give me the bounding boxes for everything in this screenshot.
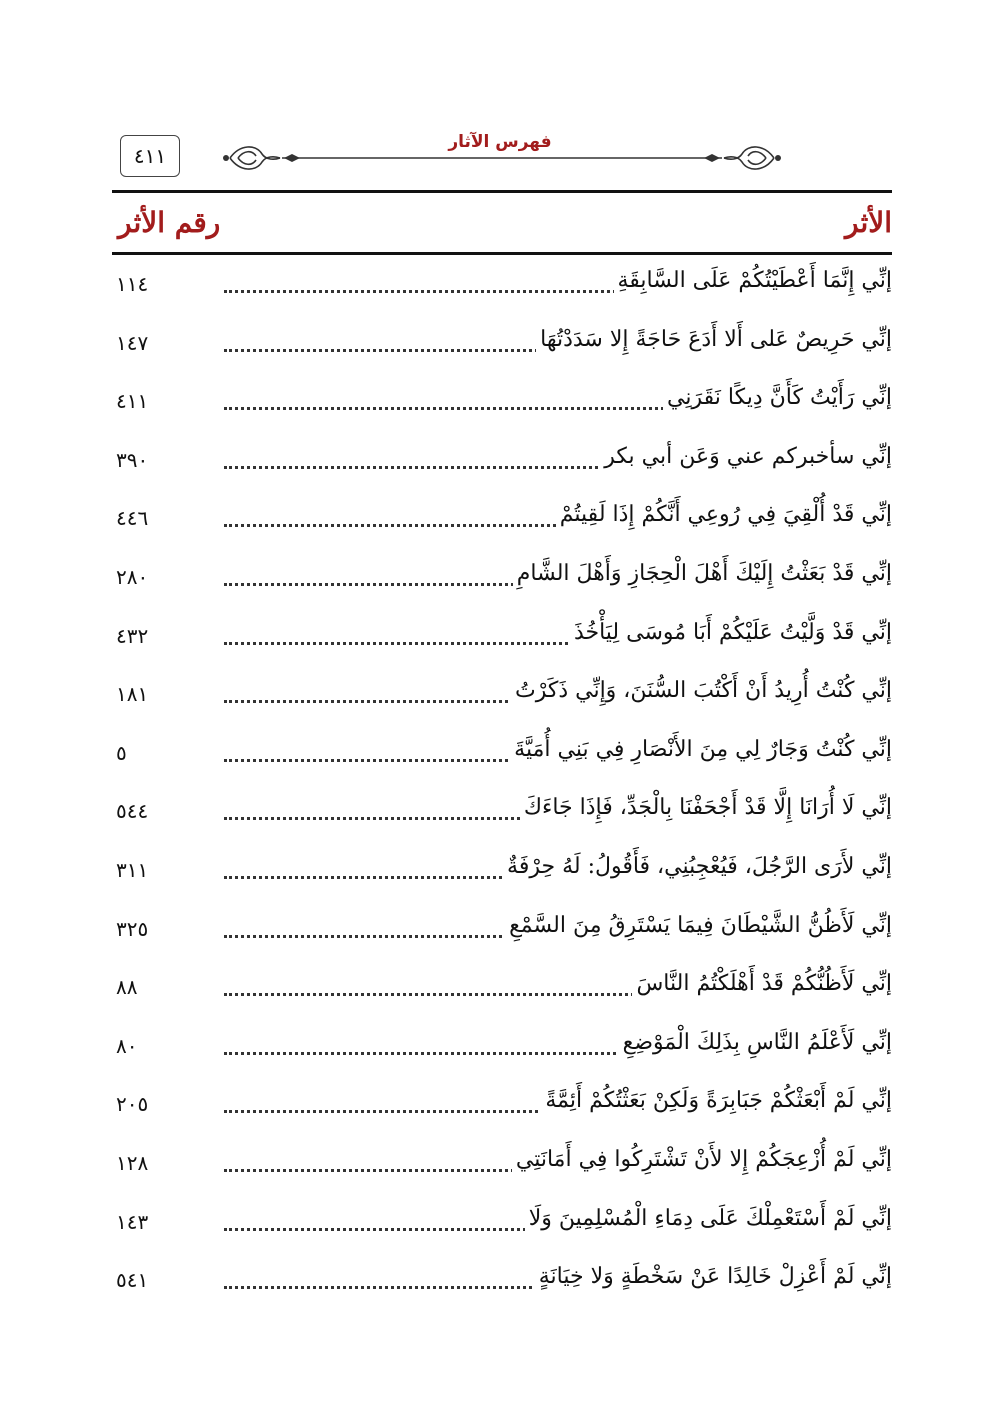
column-header-number: رقم الأثر bbox=[118, 206, 221, 239]
list-item bbox=[112, 555, 892, 614]
entry-number: ١١٤ bbox=[116, 272, 149, 296]
page-number: ٤١١ bbox=[120, 135, 180, 177]
running-title: فهرس الآثار bbox=[448, 132, 552, 152]
entry-text: إنِّي لَمْ أَعْزِلْ خَالِدًا عَنْ سَخْطَةٍ وَلا خِيَانَةٍ bbox=[535, 1264, 892, 1289]
list-item bbox=[112, 614, 892, 673]
entry-text: إنِّي قَدْ وَلَّيْتُ عَلَيْكُمْ أَبَا مُوسَى لِيَأْخُذَ bbox=[570, 620, 892, 645]
column-header-athar: الأثر bbox=[845, 206, 892, 239]
entry-text: إنِّي لَا أُرَانَا إِلَّا قَدْ أَجْحَفْنَا بِالْجَدِّ، فَإِذَا جَاءَكَ bbox=[520, 795, 892, 820]
entry-text: إنِّي لأَرَى الرَّجُلَ، فَيُعْجِبُنِي، فَأَقُولُ: لَهُ حِرْفَةٌ bbox=[503, 854, 892, 879]
list-item bbox=[112, 321, 892, 380]
entry-number: ٥٤١ bbox=[116, 1268, 149, 1293]
list-item bbox=[112, 262, 892, 321]
entry-number: ٥ bbox=[116, 740, 127, 765]
entry-text: إنِّي رَأَيْتُ كَأَنَّ دِيكًا نَقَرَنِي bbox=[663, 385, 892, 410]
entry-text: إنِّي لَأَظُنُّكُمْ قَدْ أَهْلَكْتُمُ النَّاسَ bbox=[632, 971, 892, 996]
entry-number: ٨٠ bbox=[116, 1033, 138, 1058]
list-item bbox=[112, 672, 892, 731]
entry-number: ٣١١ bbox=[116, 857, 149, 882]
list-item bbox=[112, 496, 892, 555]
entry-text: إنِّي لَمْ أَسْتَعْمِلْكَ عَلَى دِمَاءِ الْمُسْلِمِينَ وَلَا bbox=[525, 1206, 892, 1231]
entry-number: ١٤٣ bbox=[116, 1209, 149, 1234]
list-item bbox=[112, 1024, 892, 1083]
list-item bbox=[112, 1082, 892, 1141]
entry-number: ٢٠٥ bbox=[116, 1092, 149, 1117]
entry-text: إنِّي قَدْ بَعَثْتُ إِلَيْكَ أَهْلَ الْحِجَازِ وَأَهْلَ الشَّامِ bbox=[513, 561, 892, 586]
entry-text: إنِّي لَمْ أُزْعِجَكُمْ إِلا لأَنْ تَشْتَرِكُوا فِي أَمَانَتِي bbox=[512, 1147, 892, 1172]
index-list bbox=[112, 262, 892, 1317]
column-headers bbox=[112, 202, 892, 252]
entry-number: ٣٢٥ bbox=[116, 916, 149, 941]
top-divider bbox=[112, 190, 892, 193]
entry-number: ١٨١ bbox=[116, 682, 149, 707]
entry-number: ٤٤٦ bbox=[116, 506, 149, 531]
entry-number: ١٢٨ bbox=[116, 1150, 149, 1175]
entry-text: إنِّي سأخبركم عني وَعَن أبي بكر bbox=[600, 444, 892, 469]
list-item bbox=[112, 438, 892, 497]
list-item bbox=[112, 848, 892, 907]
list-item bbox=[112, 1258, 892, 1317]
entry-number: ٤٣٢ bbox=[116, 623, 149, 648]
list-item bbox=[112, 789, 892, 848]
entry-text: إنِّي إِنَّمَا أَعْطَيْتُكُمْ عَلَى السَّابِقَةِ bbox=[614, 268, 893, 293]
entry-text: إنِّي لَأَظُنُّ الشَّيْطَانَ فِيمَا يَسْتَرِقُ مِنَ السَّمْعِ bbox=[505, 913, 892, 938]
list-item bbox=[112, 965, 892, 1024]
entry-text: إنِّي حَرِيصٌ عَلى أَلا أَدَعَ حَاجَةً إِلا سَدَدْتُهَا bbox=[536, 327, 892, 352]
entry-number: ٤١١ bbox=[116, 389, 149, 414]
entry-text: إنِّي كُنْتُ وَجَارٌ لِي مِنَ الأَنْصَارِ فِي بَنِي أُمَيَّةَ bbox=[510, 737, 892, 762]
list-item bbox=[112, 379, 892, 438]
entry-text: إنِّي قَدْ أُلْقِيَ فِي رُوعِي أَنَّكُمْ إِذَا لَقِيتُمْ bbox=[556, 502, 892, 527]
list-item bbox=[112, 907, 892, 966]
entry-text: إنِّي كُنْتُ أُرِيدُ أَنْ أَكْتُبَ السُّنَنَ، وَإِنِّي ذَكَرْتُ bbox=[511, 678, 892, 703]
entry-text: إنِّي لَأَعْلَمُ النَّاسِ بِذَلِكَ الْمَوْضِعِ bbox=[619, 1030, 892, 1055]
list-item bbox=[112, 1200, 892, 1259]
list-item bbox=[112, 1141, 892, 1200]
entry-number: ٥٤٤ bbox=[116, 799, 149, 824]
entry-number: ٨٨ bbox=[116, 975, 138, 1000]
entry-text: إنِّي لَمْ أَبْعَثْكُمْ جَبَابِرَةً وَلَكِنْ بَعَثْتُكُمْ أَئِمَّةً bbox=[541, 1088, 892, 1113]
entry-number: ١٤٧ bbox=[116, 330, 149, 355]
running-header bbox=[0, 0, 1004, 190]
entry-number: ٣٩٠ bbox=[116, 447, 149, 472]
header-divider bbox=[112, 252, 892, 255]
list-item bbox=[112, 731, 892, 790]
entry-number: ٢٨٠ bbox=[116, 564, 149, 589]
